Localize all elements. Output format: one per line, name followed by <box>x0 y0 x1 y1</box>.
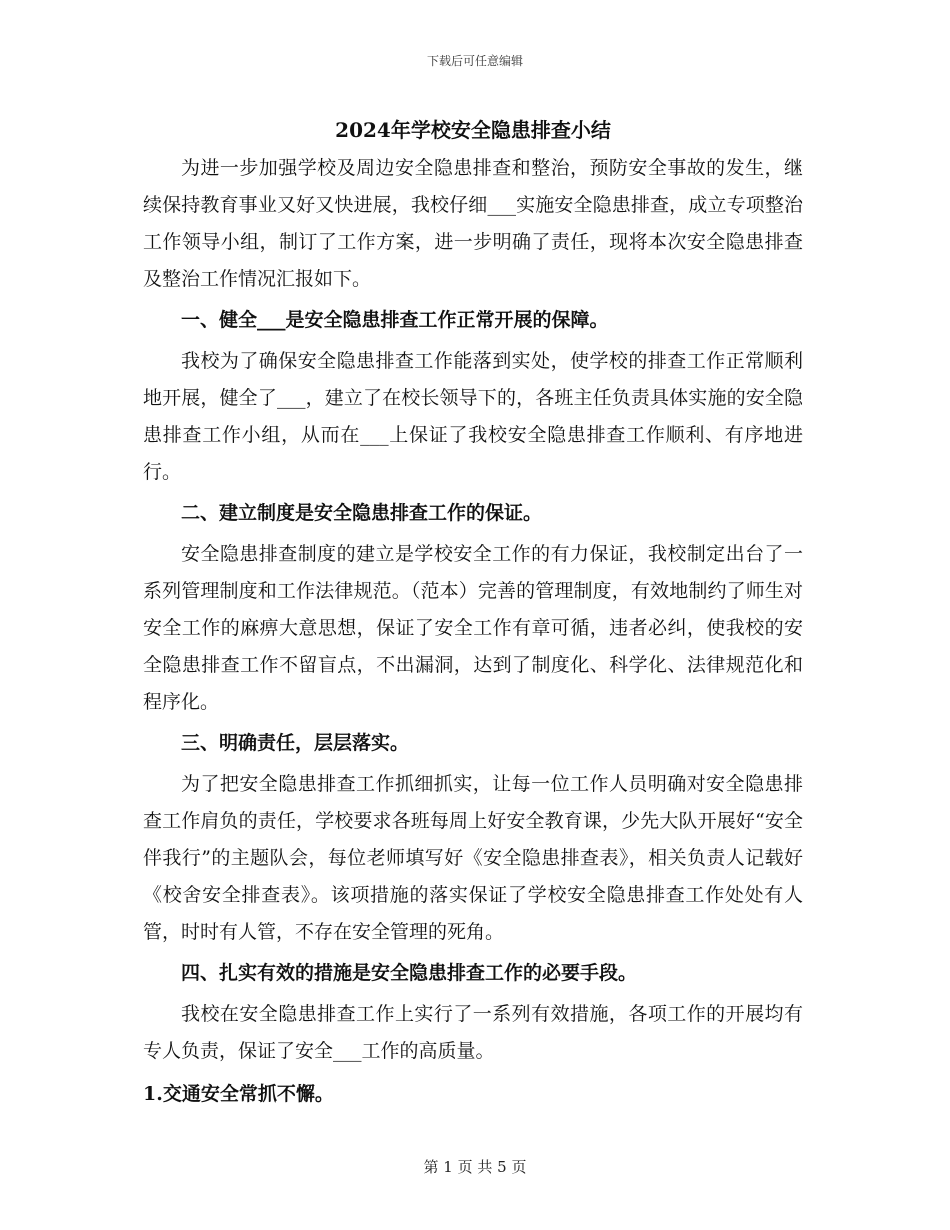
document-body <box>143 150 803 1113</box>
section-1-heading: 一、健全___是安全隐患排查工作正常开展的保障。 <box>181 309 609 331</box>
section-3-paragraph: 为了把安全隐患排查工作抓细抓实，让每一位工作人员明确对安全隐患排查工作肩负的责任，学校要求各班每周上好安全教育课，少先大队开展好“安全伴我行”的主题队会，每位老师填写好《安全隐患排查表》，相关负责人记载好《校舍安全排查表》。该项措施的落实保证了学校安全隐患排查工作处处有人管，时时有人管，不存在安全管理的死角。 <box>143 773 803 943</box>
document-title: 2024年学校安全隐患排查小结 <box>335 118 611 142</box>
section-2-paragraph: 安全隐患排查制度的建立是学校安全工作的有力保证，我校制定出台了一系列管理制度和工作法律规范。（范本）完善的管理制度，有效地制约了师生对安全工作的麻痹大意思想，保证了安全工作有章可循，违者必纠，使我校的安全隐患排查工作不留盲点，不出漏洞，达到了制度化、科学化、法律规范化和程序化。 <box>143 543 803 713</box>
section-4-heading: 四、扎实有效的措施是安全隐患排查工作的必要手段。 <box>181 962 638 984</box>
section-3-heading: 三、明确责任，层层落实。 <box>181 732 410 754</box>
intro-paragraph: 为进一步加强学校及周边安全隐患排查和整治，预防安全事故的发生，继续保持教育事业又好又快进展，我校仔细___实施安全隐患排查，成立专项整治工作领导小组，制订了工作方案，进一步明确了责任，现将本次安全隐患排查及整治工作情况汇报如下。 <box>143 157 803 290</box>
page-number: 第 1 页 共 5 页 <box>423 1158 527 1176</box>
section-4-paragraph: 我校在安全隐患排查工作上实行了一系列有效措施，各项工作的开展均有专人负责，保证了安全___工作的高质量。 <box>143 1003 803 1062</box>
section-2-heading: 二、建立制度是安全隐患排查工作的保证。 <box>181 502 543 524</box>
page-header-note: 下载后可任意编辑 <box>426 54 523 68</box>
section-1-paragraph: 我校为了确保安全隐患排查工作能落到实处，使学校的排查工作正常顺利地开展，健全了___，建立了在校长领导下的，各班主任负责具体实施的安全隐患排查工作小组，从而在___上保证了我校安全隐患排查工作顺利、有序地进行。 <box>143 350 803 483</box>
subsection-heading: 1.交通安全常抓不懈。 <box>143 1083 334 1105</box>
